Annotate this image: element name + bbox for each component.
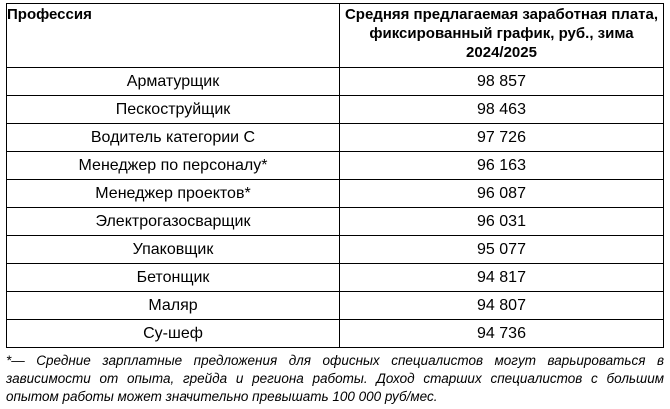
cell-salary: 96 163 (340, 152, 664, 180)
cell-salary: 94 736 (340, 320, 664, 348)
cell-profession: Электрогазосварщик (7, 208, 340, 236)
table-row (7, 208, 664, 236)
cell-salary: 96 087 (340, 180, 664, 208)
table-body (7, 68, 664, 348)
footnote: *— Средние зарплатные предложения для офисных специалистов могут варьироваться в зависимости от опыта, грейда и региона работы. Доход старших специалистов с большим опытом работы может значительно превышать 100 000 руб/мес. (6, 353, 664, 404)
table-row (7, 68, 664, 96)
header-salary: Средняя предлагаемая заработная плата, фиксированный график, руб., зима 2024/2025 (340, 4, 664, 68)
table-row (7, 152, 664, 180)
cell-salary: 97 726 (340, 124, 664, 152)
cell-salary: 94 817 (340, 264, 664, 292)
cell-profession: Бетонщик (7, 264, 340, 292)
cell-profession: Менеджер по персоналу* (7, 152, 340, 180)
table-row (7, 124, 664, 152)
header-profession: Профессия (7, 4, 340, 68)
table-row (7, 320, 664, 348)
table-header (7, 4, 664, 68)
table-row (7, 236, 664, 264)
cell-profession: Водитель категории С (7, 124, 340, 152)
cell-salary: 96 031 (340, 208, 664, 236)
cell-profession: Упаковщик (7, 236, 340, 264)
cell-salary: 98 463 (340, 96, 664, 124)
salary-table (6, 3, 664, 348)
table-row (7, 264, 664, 292)
table-row (7, 292, 664, 320)
cell-salary: 98 857 (340, 68, 664, 96)
table-row (7, 96, 664, 124)
cell-profession: Су-шеф (7, 320, 340, 348)
cell-salary: 94 807 (340, 292, 664, 320)
cell-profession: Арматурщик (7, 68, 340, 96)
table-row (7, 180, 664, 208)
header-row (7, 4, 664, 68)
cell-profession: Пескоструйщик (7, 96, 340, 124)
cell-profession: Менеджер проектов* (7, 180, 340, 208)
cell-salary: 95 077 (340, 236, 664, 264)
cell-profession: Маляр (7, 292, 340, 320)
